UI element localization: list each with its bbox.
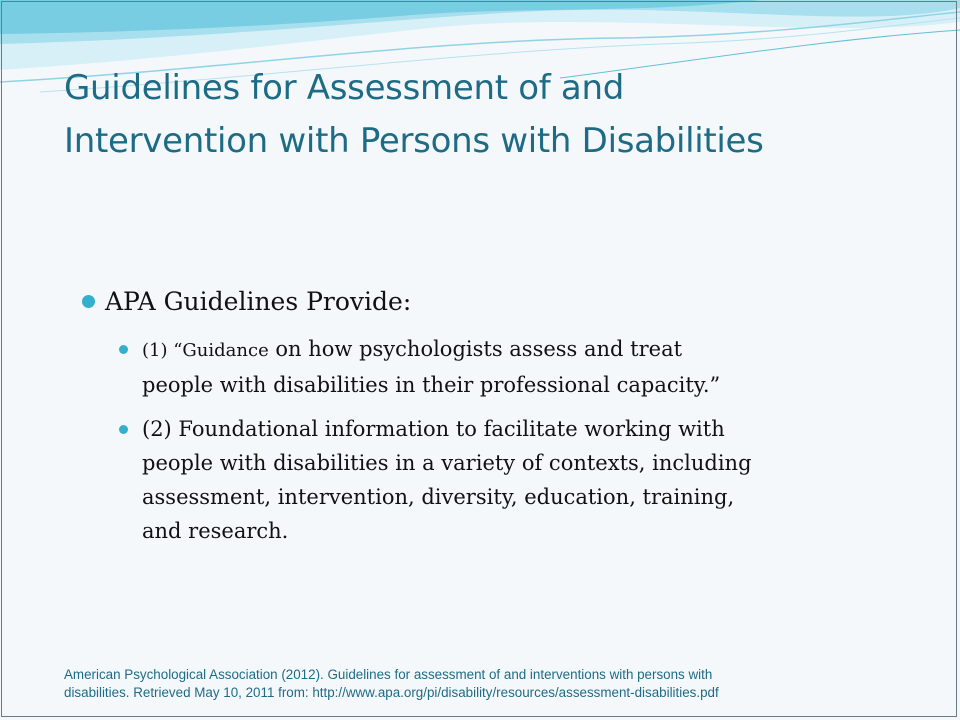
slide-title (64, 62, 924, 168)
sub-bullet-2-line-3: assessment, intervention, diversity, education, training, (142, 485, 735, 509)
citation-line-2: disabilities. Retrieved May 10, 2011 from: http://www.apa.org/pi/disability/resources/assessment-disabilities.pdf (64, 685, 719, 700)
sub-bullet-dot-icon (119, 345, 128, 354)
bullet-dot-icon (82, 295, 95, 308)
sub-bullet-1-line-2: people with disabilities in their professional capacity.” (142, 373, 721, 397)
sub-bullet-2-line-4: and research. (142, 519, 289, 543)
sub-bullet-1-prefix: (1) “Guidance (142, 340, 269, 361)
sub-bullet-2-line-1: (2) Foundational information to facilitate working with (142, 417, 725, 441)
sub-bullet-1-line-1: on how psychologists assess and treat (268, 337, 683, 361)
citation (64, 666, 924, 702)
main-bullet-item (82, 282, 892, 322)
title-line-1: Guidelines for Assessment of and (64, 68, 624, 108)
citation-line-1: American Psychological Association (2012). Guidelines for assessment of and interventions with persons with (64, 667, 713, 682)
sub-bullet-2-line-2: people with disabilities in a variety of contexts, including (142, 451, 752, 475)
sub-bullet-dot-icon (119, 425, 128, 434)
slide-content (82, 282, 892, 558)
sub-bullet-item-2 (119, 412, 892, 548)
title-line-2: Intervention with Persons with Disabilities (64, 121, 764, 161)
main-bullet-text: APA Guidelines Provide: (105, 287, 412, 316)
sub-bullet-item-1 (119, 332, 892, 402)
